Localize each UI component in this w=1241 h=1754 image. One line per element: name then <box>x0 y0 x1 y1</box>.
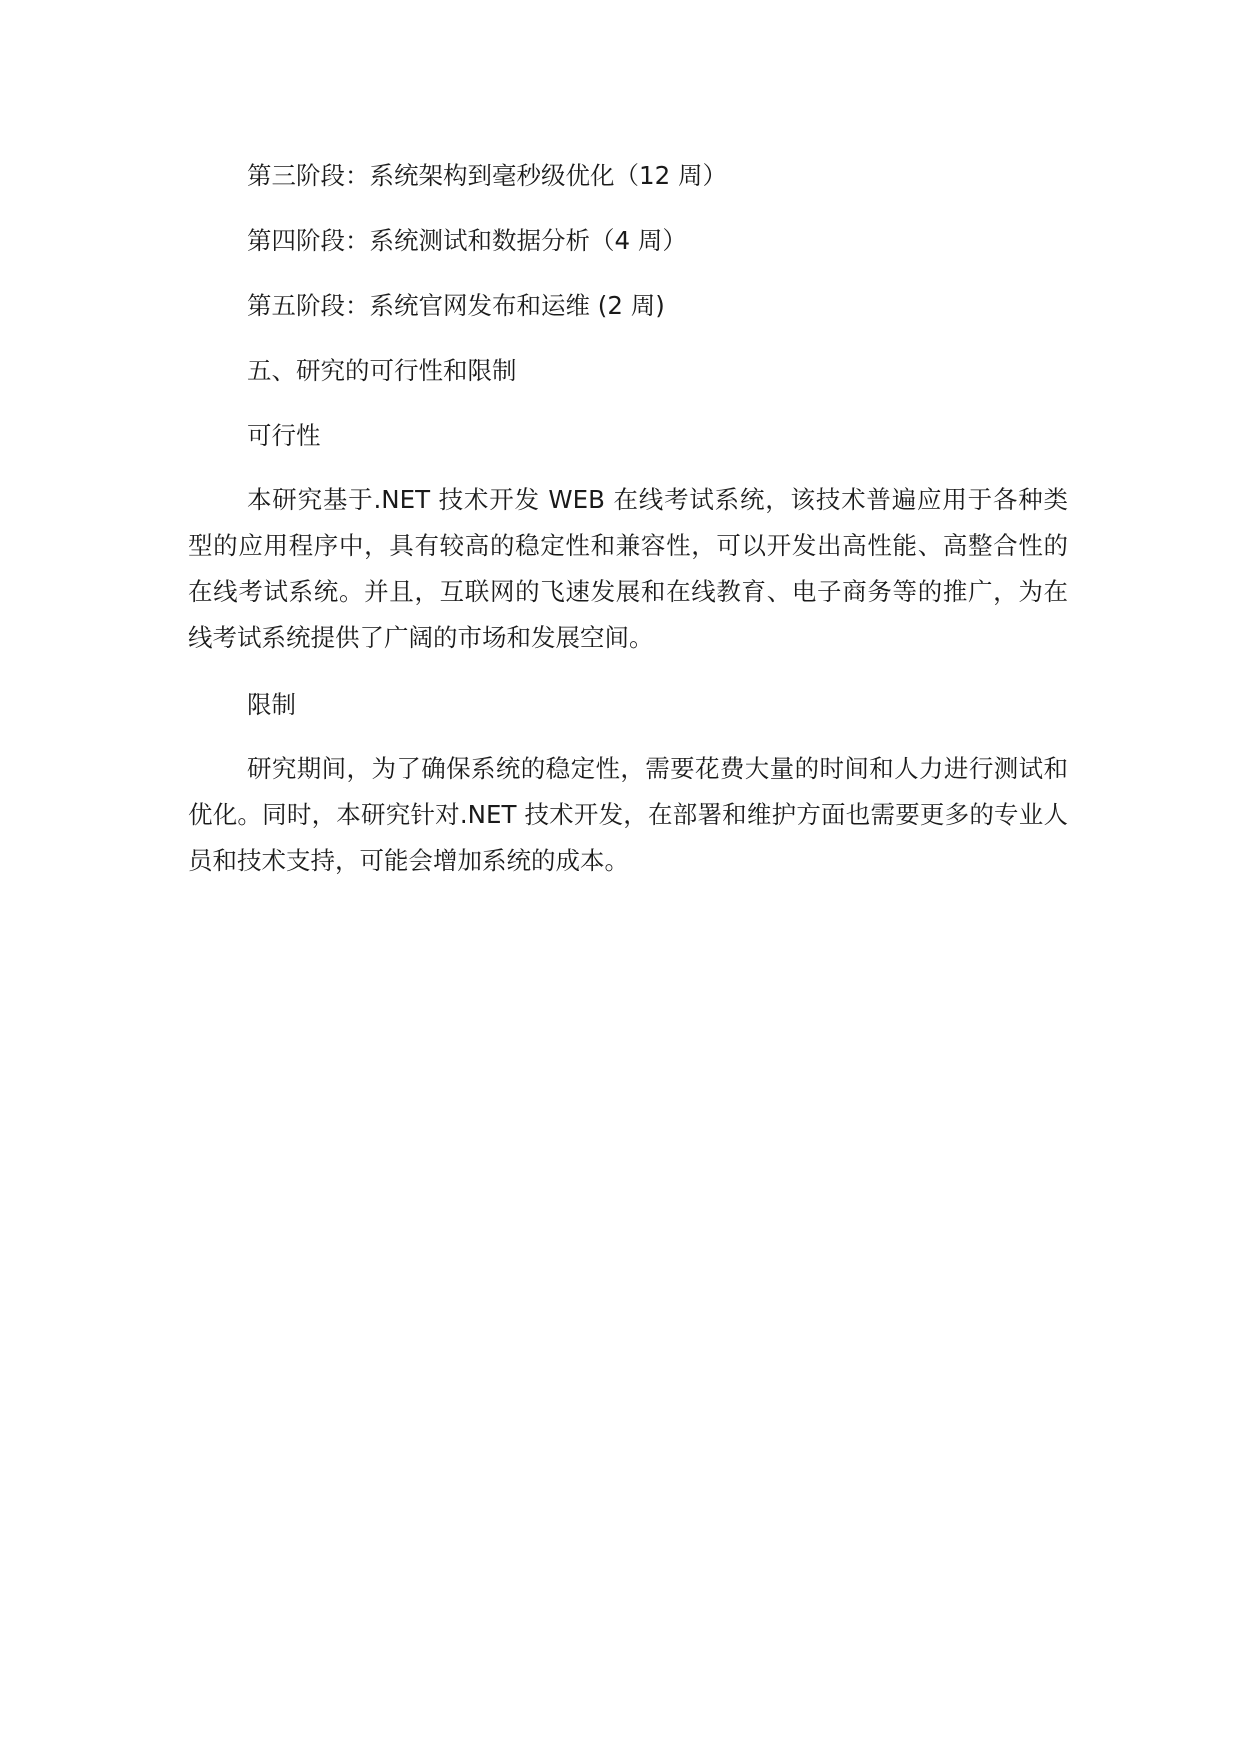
limitations-paragraph: 研究期间，为了确保系统的稳定性，需要花费大量的时间和人力进行测试和优化。同时，本研究针对.NET 技术开发，在部署和维护方面也需要更多的专业人员和技术支持，可能会增加系统的成本。 <box>188 754 1068 875</box>
feasibility-paragraph: 本研究基于.NET 技术开发 WEB 在线考试系统，该技术普遍应用于各种类型的应用程序中，具有较高的稳定性和兼容性，可以开发出高性能、高整合性的在线考试系统。并且，互联网的飞速发展和在线教育、电子商务等的推广，为在线考试系统提供了广阔的市场和发展空间。 <box>188 485 1068 652</box>
phase-3-line: 第三阶段：系统架构到毫秒级优化（12 周） <box>247 161 727 190</box>
limitations-heading: 限制 <box>247 690 296 719</box>
section-heading: 五、研究的可行性和限制 <box>247 356 517 385</box>
phase-4-line: 第四阶段：系统测试和数据分析（4 周） <box>247 226 687 255</box>
feasibility-heading: 可行性 <box>247 421 321 450</box>
phase-5-line: 第五阶段：系统官网发布和运维 (2 周) <box>247 291 665 320</box>
